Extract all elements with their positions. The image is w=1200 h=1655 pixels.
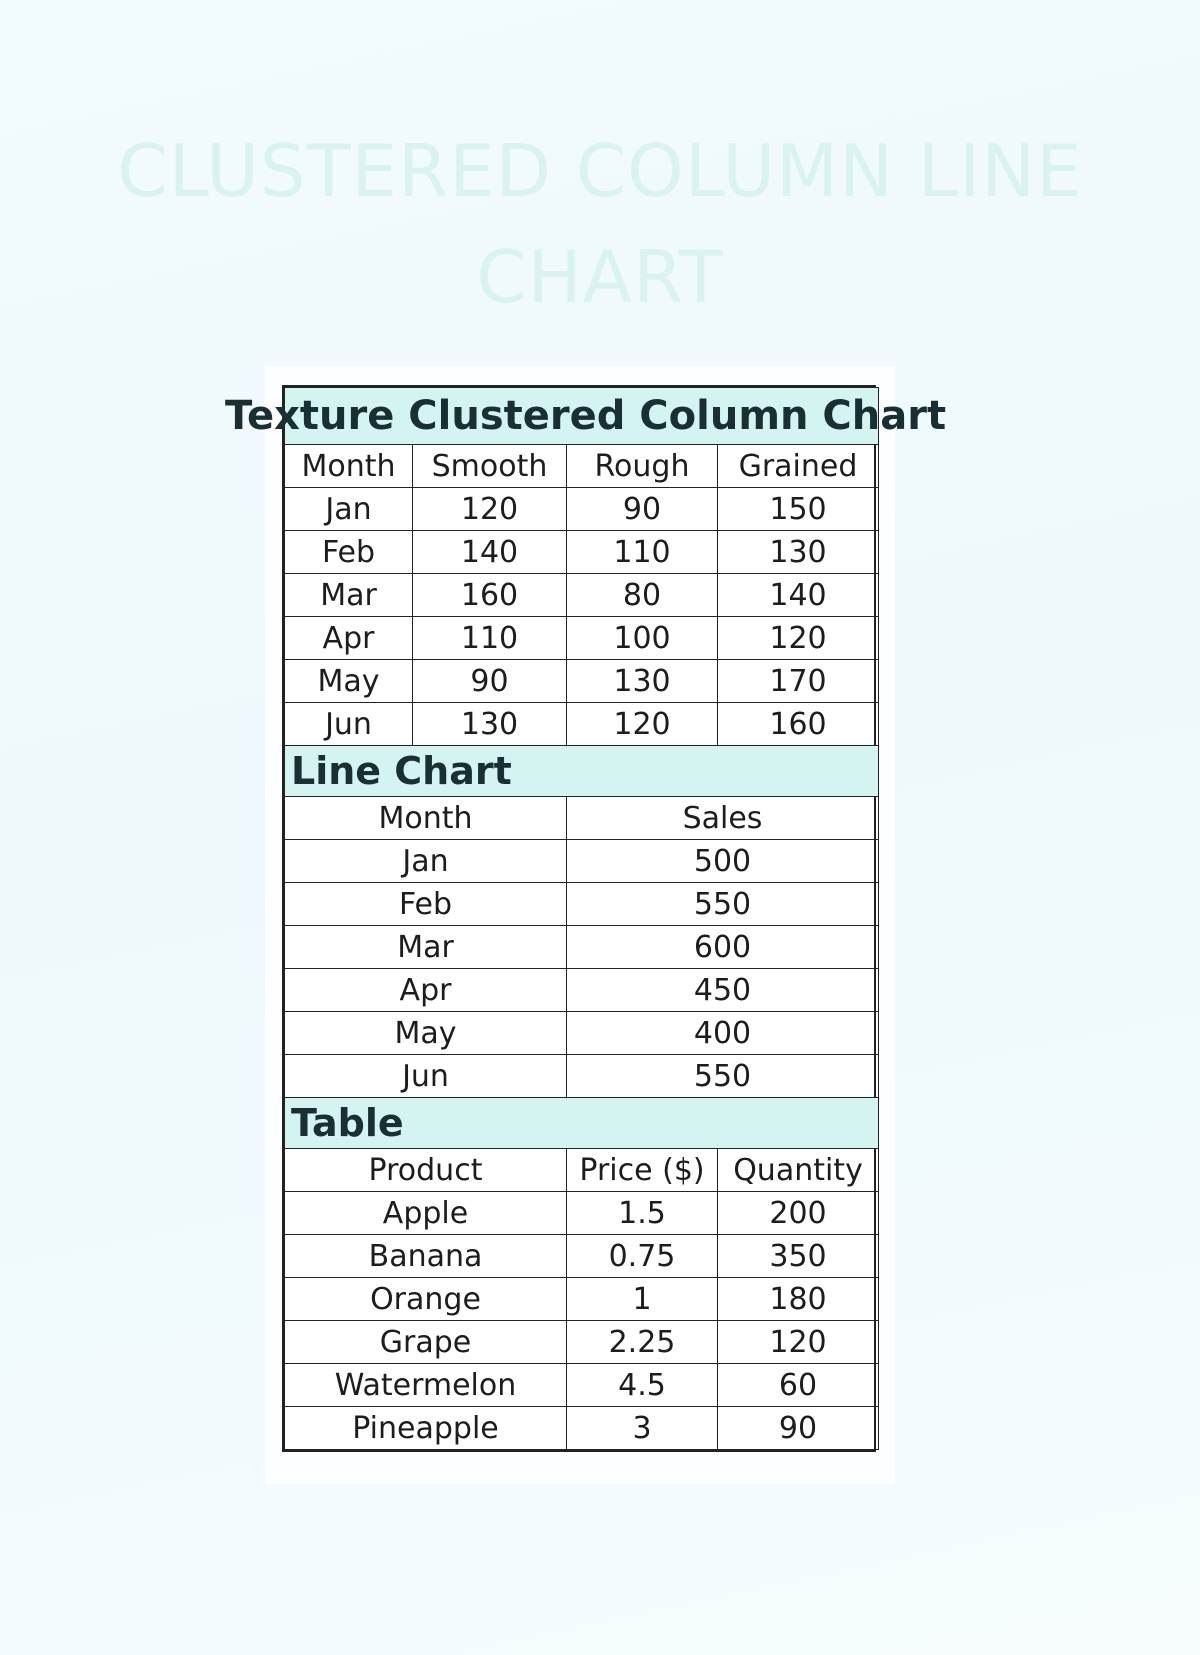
table-cell: May [285, 1012, 567, 1055]
table-cell: Watermelon [285, 1364, 567, 1407]
table-cell: 130 [718, 531, 879, 574]
table-row [285, 574, 879, 617]
table-cell: 100 [567, 617, 718, 660]
table-row [285, 1235, 879, 1278]
table-cell: 3 [567, 1407, 718, 1450]
column-header: Product [285, 1149, 567, 1192]
table-row [285, 1055, 879, 1098]
table-cell: 140 [413, 531, 567, 574]
table-cell: 90 [718, 1407, 879, 1450]
table-cell: 550 [567, 883, 879, 926]
table-cell: Pineapple [285, 1407, 567, 1450]
line-header-row [285, 797, 879, 840]
column-header: Month [285, 445, 413, 488]
table-row [285, 1012, 879, 1055]
table-cell: Jun [285, 703, 413, 746]
texture-section-title: Texture Clustered Column Chart [225, 393, 947, 439]
table-cell: 130 [413, 703, 567, 746]
table-cell: 500 [567, 840, 879, 883]
table-cell: 2.25 [567, 1321, 718, 1364]
table-cell: Orange [285, 1278, 567, 1321]
product-header-row [285, 1149, 879, 1192]
column-header: Smooth [413, 445, 567, 488]
table-cell: Feb [285, 883, 567, 926]
table-cell: 110 [413, 617, 567, 660]
table-cell: Banana [285, 1235, 567, 1278]
column-header: Month [285, 797, 567, 840]
table-cell: 450 [567, 969, 879, 1012]
table-cell: Jun [285, 1055, 567, 1098]
table-row [285, 531, 879, 574]
column-header: Quantity [718, 1149, 879, 1192]
page-title-line-2: CHART [476, 235, 724, 319]
table-cell: 400 [567, 1012, 879, 1055]
table-cell: 120 [567, 703, 718, 746]
table-row [285, 926, 879, 969]
table-cell: 170 [718, 660, 879, 703]
table-cell: 120 [413, 488, 567, 531]
table-cell: Apr [285, 969, 567, 1012]
texture-header-row [285, 445, 879, 488]
table-cell: 600 [567, 926, 879, 969]
table-cell: 130 [567, 660, 718, 703]
table-cell: 4.5 [567, 1364, 718, 1407]
table-cell: Mar [285, 574, 413, 617]
table-cell: Jan [285, 488, 413, 531]
line-section-title: Line Chart [285, 746, 879, 797]
table-row [285, 883, 879, 926]
table-row [285, 703, 879, 746]
table-cell: Jan [285, 840, 567, 883]
column-header: Price ($) [567, 1149, 718, 1192]
product-section-title: Table [285, 1098, 879, 1149]
table-row [285, 840, 879, 883]
page-title [0, 118, 1200, 330]
line-section-header [285, 746, 879, 797]
table-cell: Feb [285, 531, 413, 574]
table-cell: 550 [567, 1055, 879, 1098]
table-cell: 1.5 [567, 1192, 718, 1235]
table-cell: 200 [718, 1192, 879, 1235]
table-cell: 110 [567, 531, 718, 574]
table-row [285, 1278, 879, 1321]
table-cell: Apr [285, 617, 413, 660]
table-cell: 140 [718, 574, 879, 617]
column-header: Grained [718, 445, 879, 488]
product-section-header [285, 1098, 879, 1149]
table-cell: Mar [285, 926, 567, 969]
table-row [285, 488, 879, 531]
table-row [285, 969, 879, 1012]
table-cell: Apple [285, 1192, 567, 1235]
table-cell: 150 [718, 488, 879, 531]
table-row [285, 1364, 879, 1407]
table-row [285, 1407, 879, 1450]
table-cell: 90 [567, 488, 718, 531]
table-row [285, 1192, 879, 1235]
column-header: Sales [567, 797, 879, 840]
spreadsheet-table [225, 387, 947, 1450]
table-cell: 90 [413, 660, 567, 703]
table-cell: 120 [718, 1321, 879, 1364]
data-table-container [225, 385, 947, 1452]
page-title-line-1: CLUSTERED COLUMN LINE [117, 129, 1083, 213]
table-cell: 1 [567, 1278, 718, 1321]
table-cell: May [285, 660, 413, 703]
table-cell: Grape [285, 1321, 567, 1364]
texture-section-title-cell [225, 388, 947, 445]
column-header: Rough [567, 445, 718, 488]
table-row [285, 1321, 879, 1364]
table-row [285, 660, 879, 703]
table-cell: 0.75 [567, 1235, 718, 1278]
table-cell: 80 [567, 574, 718, 617]
table-cell: 120 [718, 617, 879, 660]
table-cell: 180 [718, 1278, 879, 1321]
table-cell: 60 [718, 1364, 879, 1407]
table-cell: 350 [718, 1235, 879, 1278]
texture-section-header [285, 388, 879, 445]
table-row [285, 617, 879, 660]
table-cell: 160 [413, 574, 567, 617]
table-cell: 160 [718, 703, 879, 746]
